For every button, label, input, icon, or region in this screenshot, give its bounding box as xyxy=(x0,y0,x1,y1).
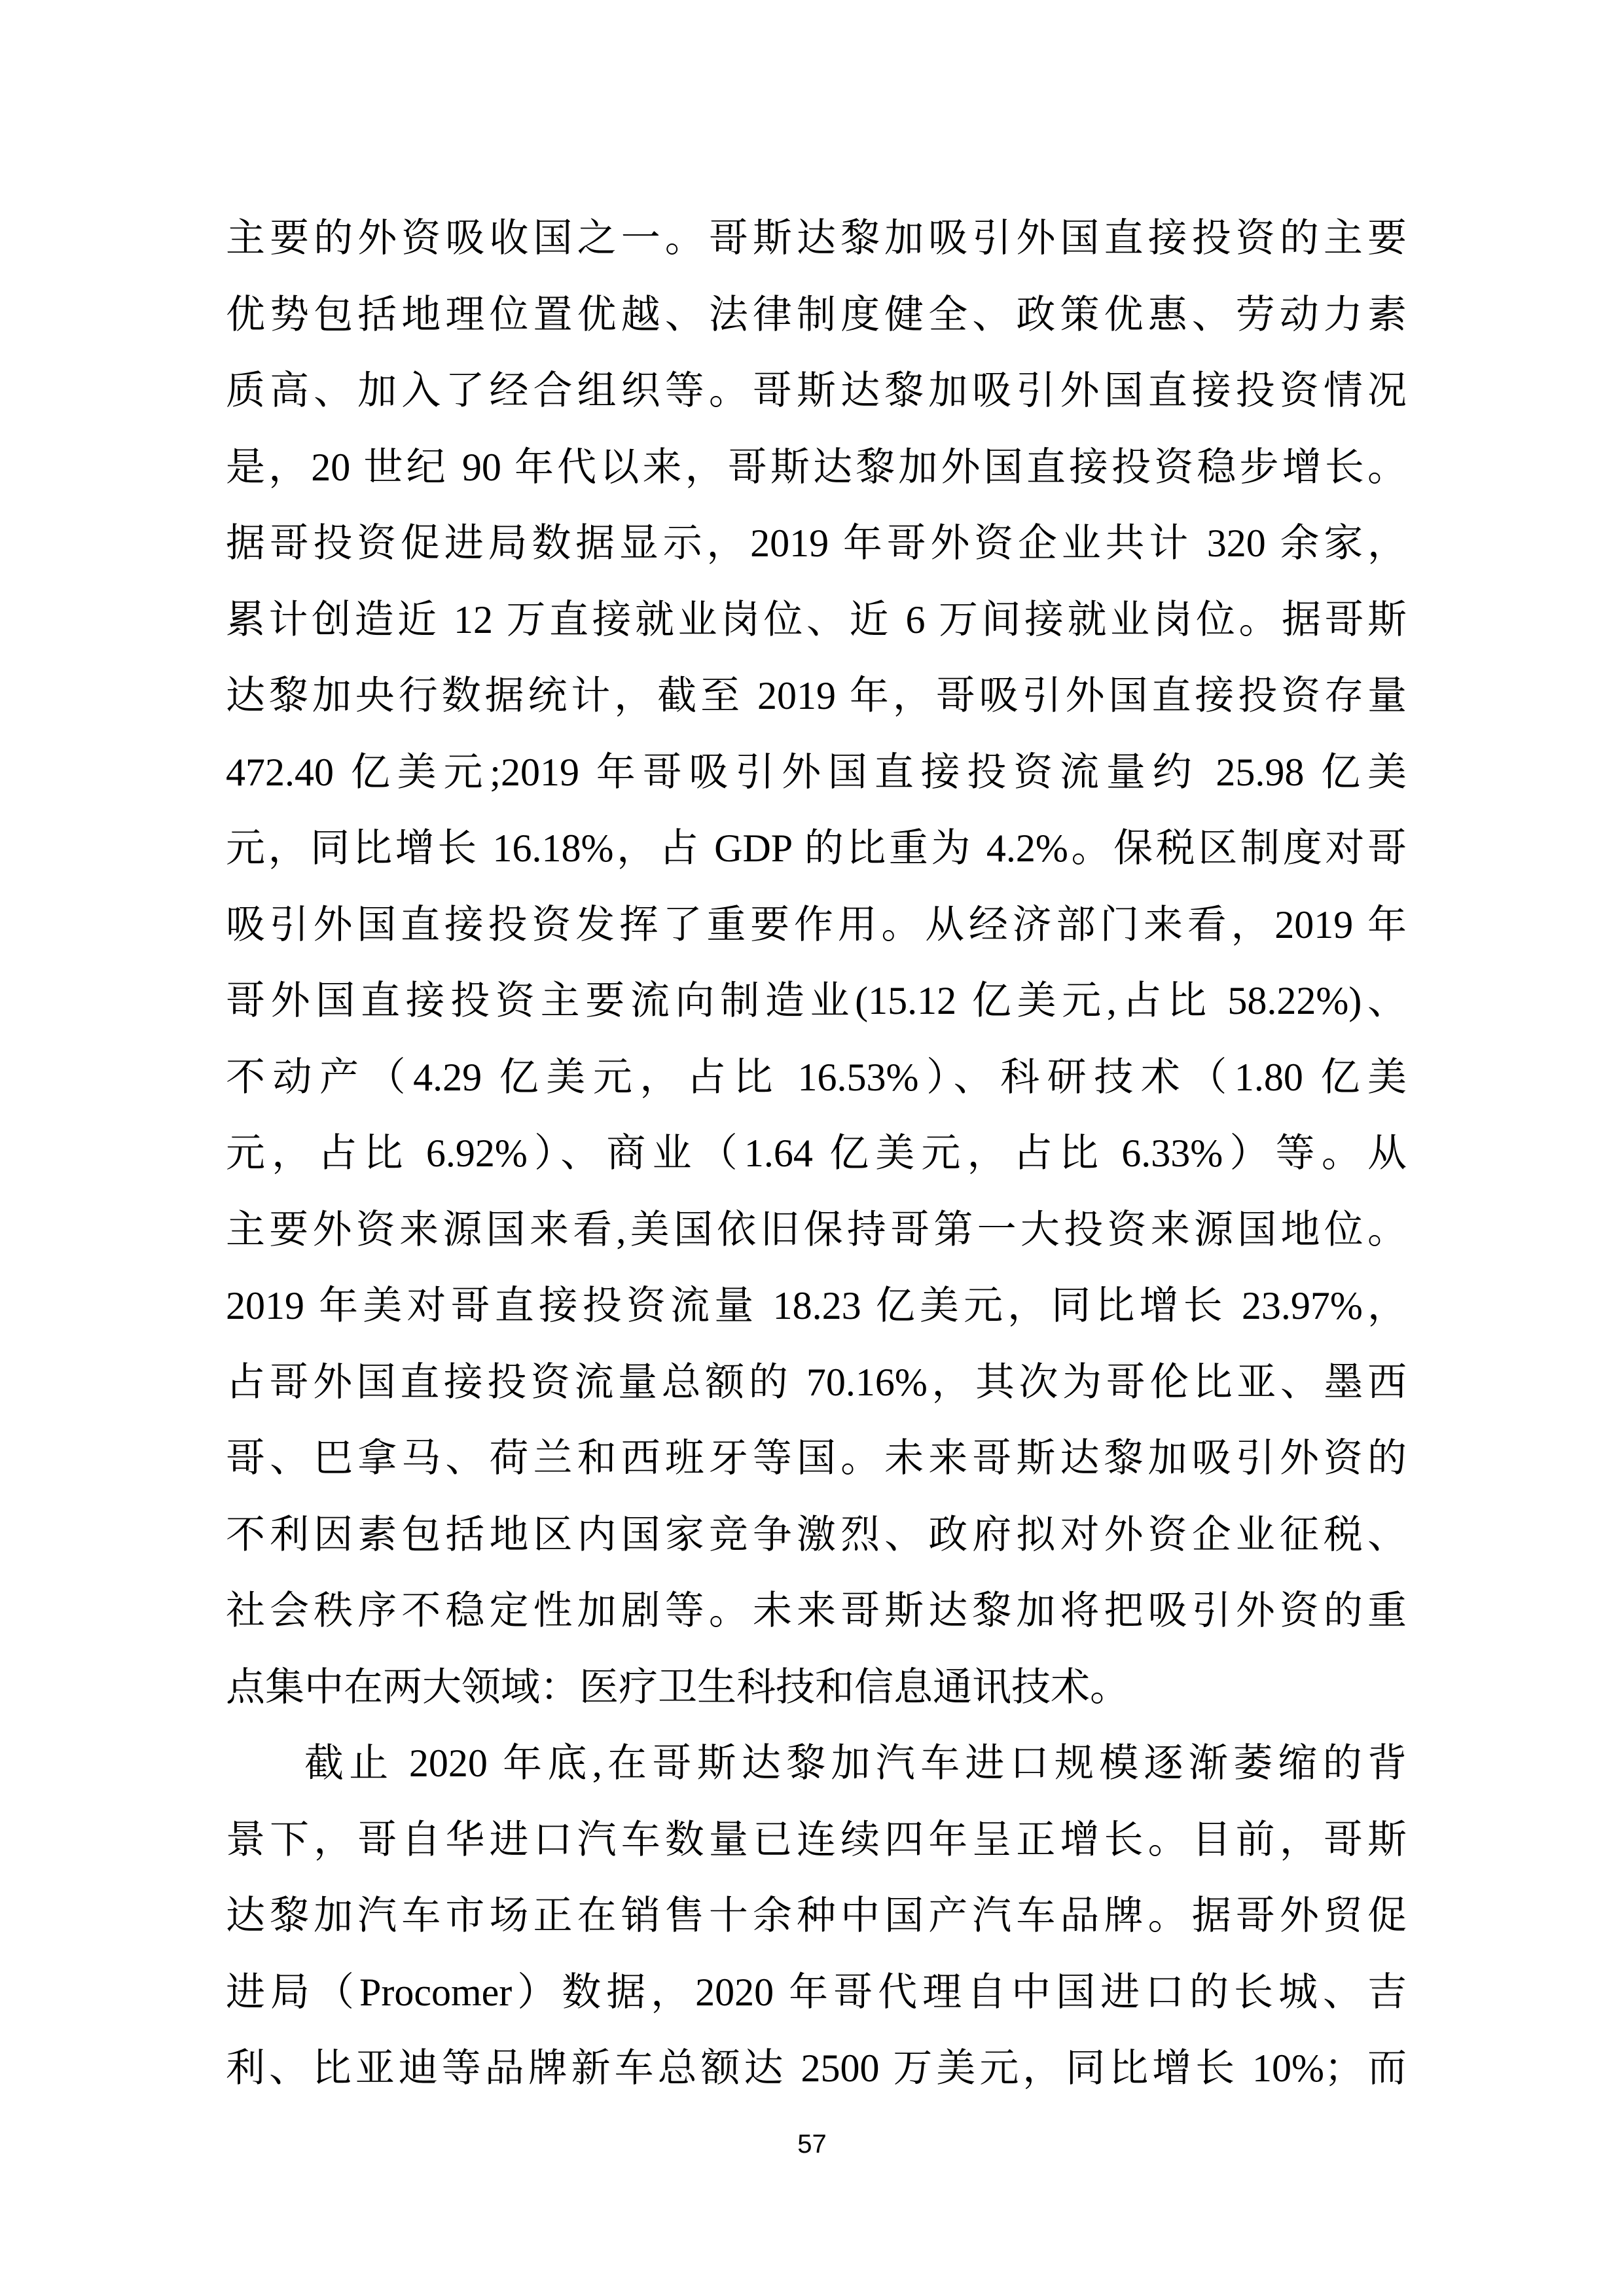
text-line: 达黎加汽车市场正在销售十余种中国产汽车品牌。据哥外贸促 xyxy=(226,1894,1407,1937)
text-line-paragraph-start: 截止 2020 年底,在哥斯达黎加汽车进口规模逐渐萎缩的背 xyxy=(304,1742,1407,1785)
text-line: 社会秩序不稳定性加剧等。未来哥斯达黎加将把吸引外资的重 xyxy=(226,1589,1407,1632)
text-line: 不利因素包括地区内国家竞争激烈、政府拟对外资企业征税、 xyxy=(226,1513,1407,1556)
text-line: 吸引外国直接投资发挥了重要作用。从经济部门来看，2019 年 xyxy=(226,903,1407,946)
text-line: 是，20 世纪 90 年代以来，哥斯达黎加外国直接投资稳步增长。 xyxy=(226,445,1407,489)
text-line: 质高、加入了经合组织等。哥斯达黎加吸引外国直接投资情况 xyxy=(226,369,1407,412)
page-number: 57 xyxy=(797,2130,827,2159)
text-line: 进局（Procomer）数据，2020 年哥代理自中国进口的长城、吉 xyxy=(226,1970,1407,2014)
text-line: 累计创造近 12 万直接就业岗位、近 6 万间接就业岗位。据哥斯 xyxy=(226,598,1407,641)
text-line: 据哥投资促进局数据显示，2019 年哥外资企业共计 320 余家， xyxy=(226,522,1407,565)
text-line-paragraph-end: 点集中在两大领域：医疗卫生科技和信息通讯技术。 xyxy=(226,1665,1129,1709)
text-line: 哥外国直接投资主要流向制造业(15.12 亿美元,占比 58.22%)、 xyxy=(226,979,1407,1022)
text-line: 元，同比增长 16.18%，占 GDP 的比重为 4.2%。保税区制度对哥 xyxy=(226,827,1407,870)
text-line: 哥、巴拿马、荷兰和西班牙等国。未来哥斯达黎加吸引外资的 xyxy=(226,1437,1407,1480)
text-line: 利、比亚迪等品牌新车总额达 2500 万美元，同比增长 10%；而 xyxy=(226,2047,1407,2090)
text-line: 2019 年美对哥直接投资流量 18.23 亿美元，同比增长 23.97%， xyxy=(226,1284,1407,1327)
text-line: 优势包括地理位置优越、法律制度健全、政策优惠、劳动力素 xyxy=(226,293,1407,336)
text-line: 主要外资来源国来看,美国依旧保持哥第一大投资来源国地位。 xyxy=(226,1208,1407,1251)
text-line: 不动产（4.29 亿美元，占比 16.53%）、科研技术（1.80 亿美 xyxy=(226,1055,1407,1099)
text-line: 主要的外资吸收国之一。哥斯达黎加吸引外国直接投资的主要 xyxy=(226,217,1407,260)
text-line: 达黎加央行数据统计，截至 2019 年，哥吸引外国直接投资存量 xyxy=(226,674,1407,717)
text-line: 472.40 亿美元;2019 年哥吸引外国直接投资流量约 25.98 亿美 xyxy=(226,750,1407,794)
body-text xyxy=(226,200,1407,2107)
text-line: 占哥外国直接投资流量总额的 70.16%，其次为哥伦比亚、墨西 xyxy=(226,1360,1407,1404)
text-line: 元，占比 6.92%）、商业（1.64 亿美元，占比 6.33%）等。从 xyxy=(226,1132,1407,1175)
text-line: 景下，哥自华进口汽车数量已连续四年呈正增长。目前，哥斯 xyxy=(226,1818,1407,1861)
